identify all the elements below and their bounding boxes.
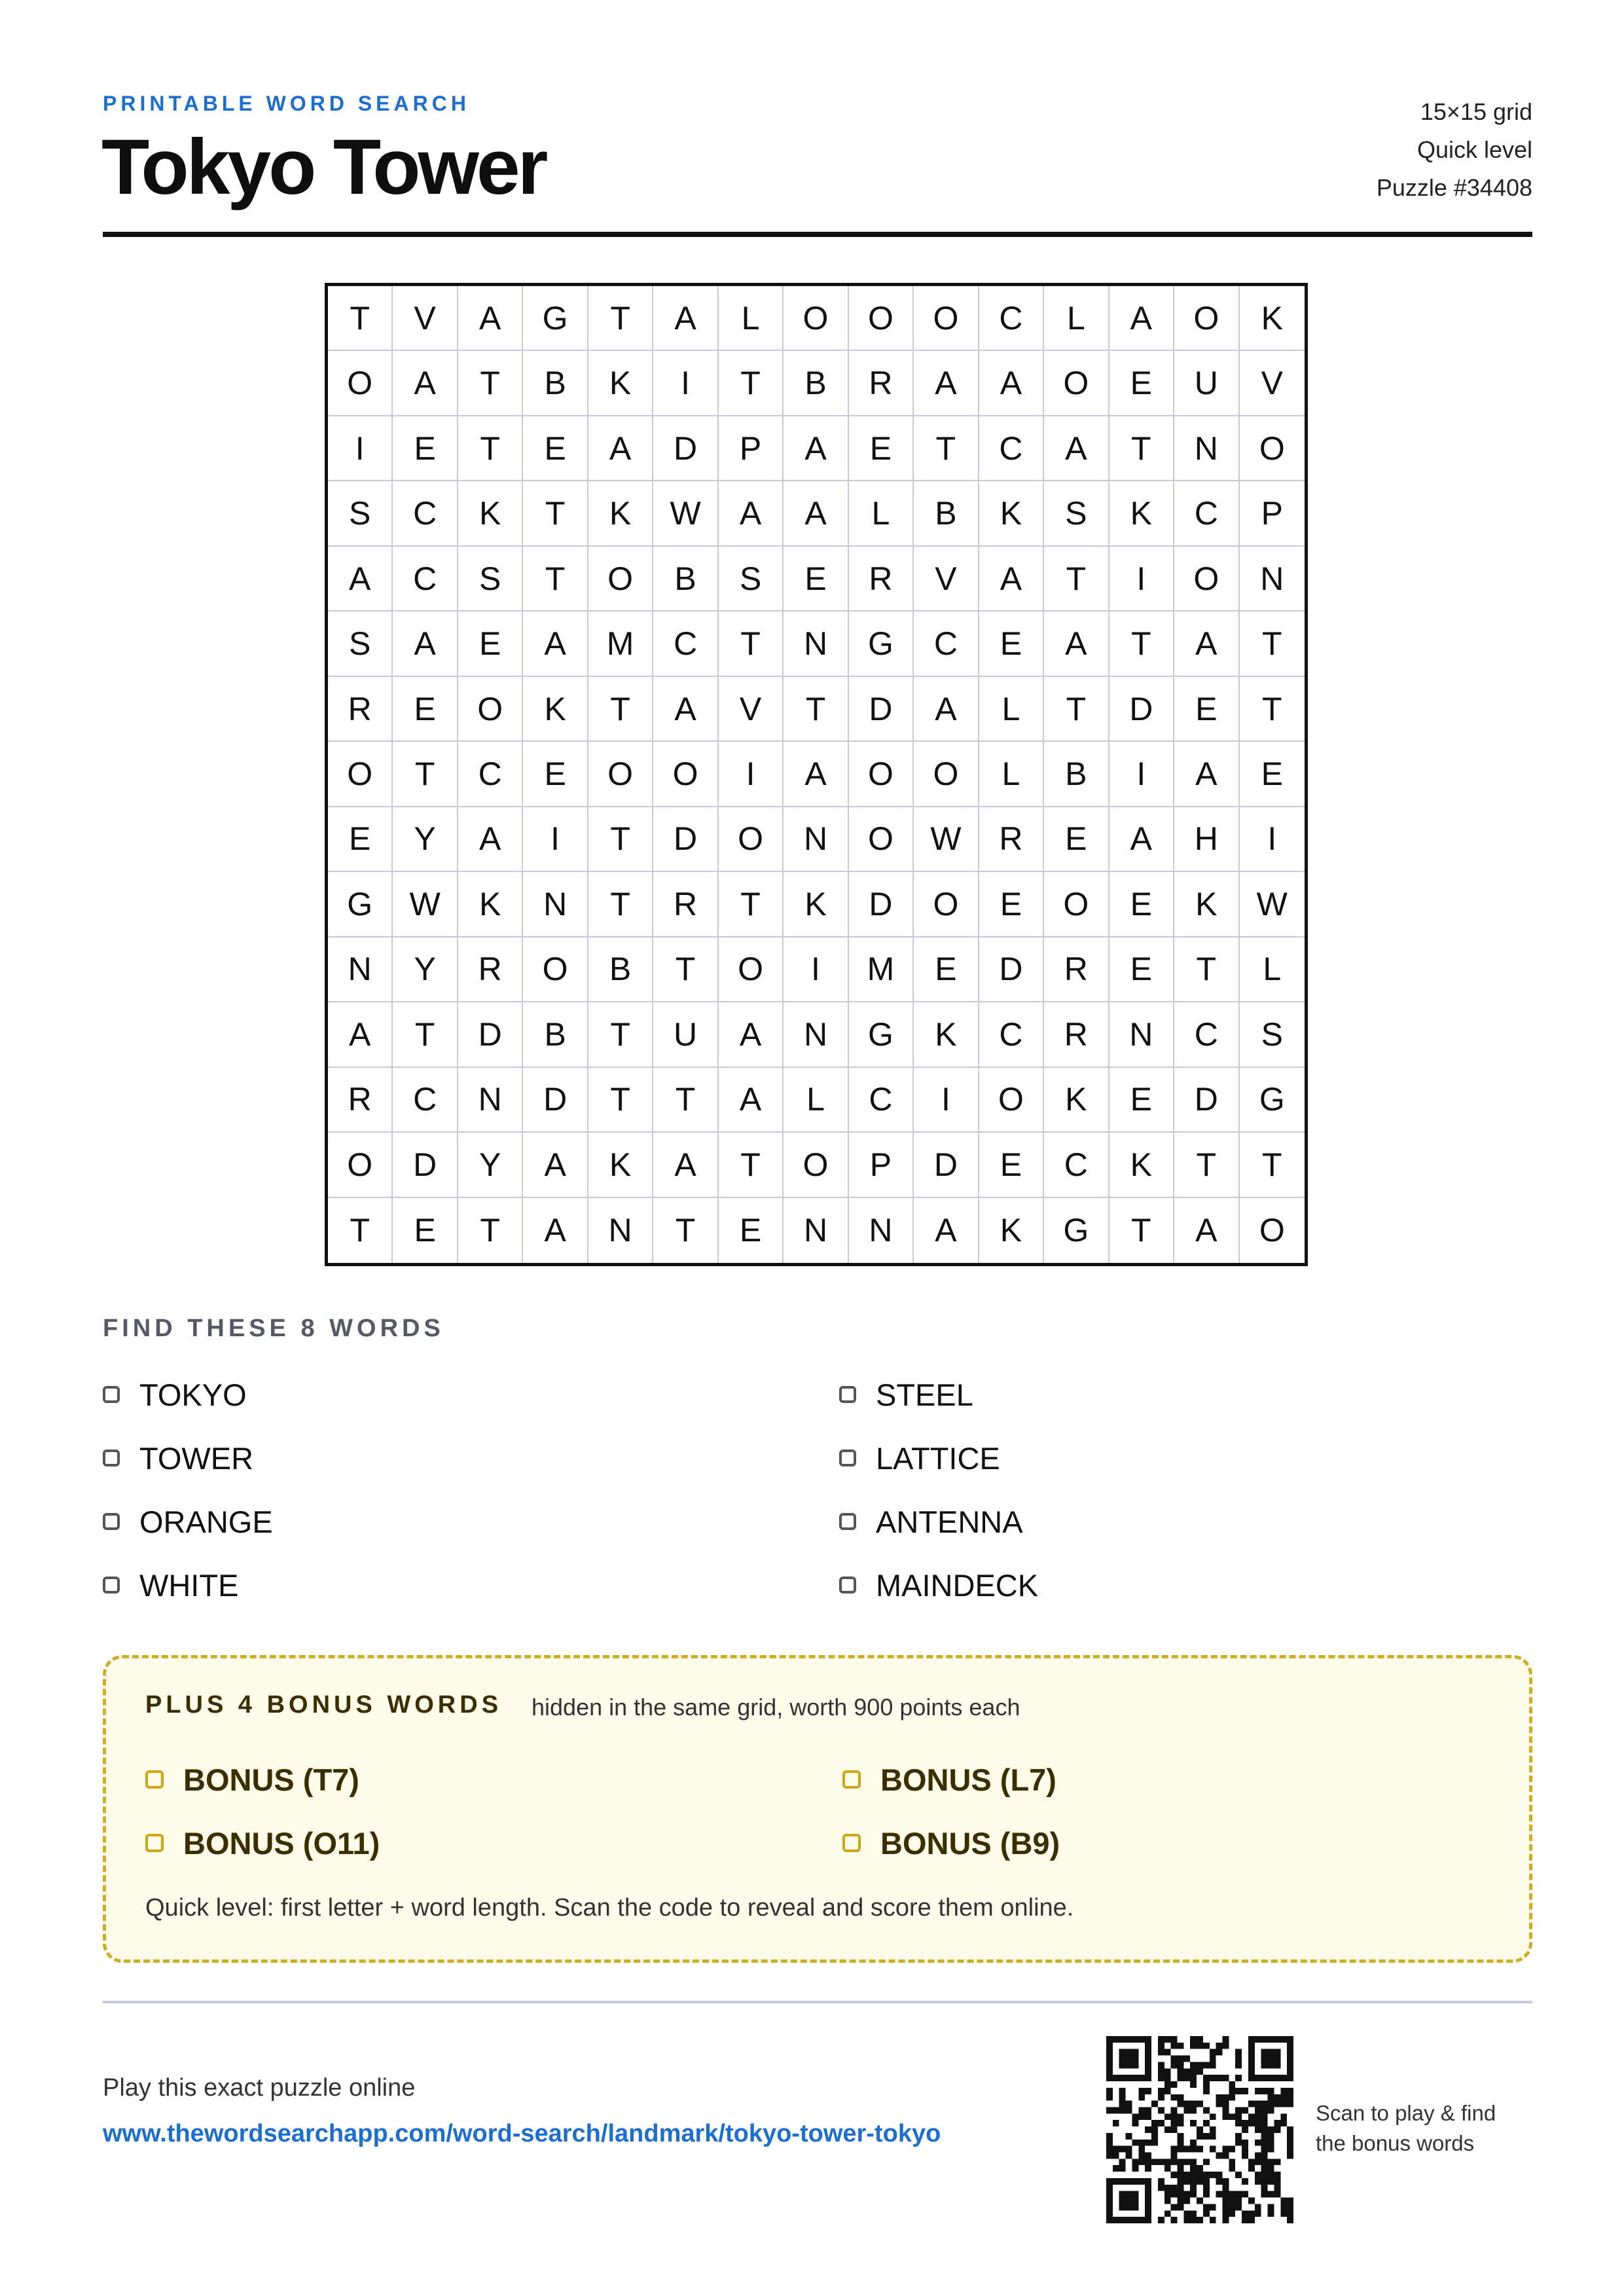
grid-cell[interactable]: M — [588, 611, 653, 676]
grid-cell[interactable]: E — [979, 611, 1044, 676]
grid-cell[interactable]: R — [849, 351, 914, 416]
grid-cell[interactable]: E — [523, 416, 588, 481]
grid-cell[interactable]: N — [784, 1002, 848, 1067]
grid-cell[interactable]: I — [523, 807, 588, 872]
grid-cell[interactable]: A — [328, 1002, 393, 1067]
grid-cell[interactable]: O — [1174, 547, 1239, 611]
grid-cell[interactable]: T — [1240, 611, 1305, 676]
checkbox-icon[interactable] — [839, 1449, 856, 1467]
grid-cell[interactable]: D — [849, 677, 914, 742]
grid-cell[interactable]: A — [393, 351, 458, 416]
word-label: WHITE — [139, 1567, 239, 1603]
bonus-word-item[interactable] — [145, 1760, 359, 1799]
grid-cell[interactable]: A — [719, 481, 784, 546]
grid-cell[interactable]: E — [1110, 938, 1174, 1002]
grid-cell[interactable]: O — [914, 742, 979, 807]
grid-cell[interactable]: T — [588, 286, 653, 351]
word-item[interactable] — [103, 1438, 253, 1478]
grid-cell[interactable]: A — [784, 742, 848, 807]
word-item[interactable] — [103, 1375, 247, 1414]
grid-cell[interactable]: N — [1110, 1002, 1174, 1067]
grid-cell[interactable]: K — [784, 872, 848, 937]
grid-cell[interactable]: E — [914, 938, 979, 1002]
grid-cell[interactable]: A — [523, 1198, 588, 1263]
grid-cell[interactable]: D — [653, 416, 718, 481]
grid-cell[interactable]: C — [653, 611, 718, 676]
grid-cell[interactable]: A — [914, 1198, 979, 1263]
checkbox-icon[interactable] — [839, 1576, 856, 1594]
grid-cell[interactable]: R — [849, 547, 914, 611]
grid-cell[interactable]: T — [523, 547, 588, 611]
bonus-word-label: BONUS (L7) — [880, 1762, 1056, 1797]
grid-cell[interactable]: A — [1174, 611, 1239, 676]
grid-cell[interactable]: D — [458, 1002, 523, 1067]
grid-cell[interactable]: T — [1174, 938, 1239, 1002]
grid-cell[interactable]: T — [1240, 677, 1305, 742]
grid-cell[interactable]: C — [979, 1002, 1044, 1067]
grid-cell[interactable]: I — [914, 1068, 979, 1133]
grid-cell[interactable]: I — [1240, 807, 1305, 872]
grid-cell[interactable]: E — [849, 416, 914, 481]
grid-cell[interactable]: K — [979, 481, 1044, 546]
grid-cell[interactable]: P — [1240, 481, 1305, 546]
grid-cell[interactable]: S — [1240, 1002, 1305, 1067]
grid-cell[interactable]: V — [393, 286, 458, 351]
grid-cell[interactable]: T — [1044, 677, 1109, 742]
grid-cell[interactable]: A — [328, 547, 393, 611]
grid-cell[interactable]: T — [328, 286, 393, 351]
grid-cell[interactable]: T — [1110, 416, 1174, 481]
grid-cell[interactable]: K — [1110, 1133, 1174, 1197]
grid-cell[interactable]: C — [979, 286, 1044, 351]
grid-cell[interactable]: T — [588, 1002, 653, 1067]
grid-cell[interactable]: N — [523, 872, 588, 937]
grid-cell[interactable]: A — [458, 286, 523, 351]
checkbox-icon[interactable] — [103, 1513, 120, 1530]
word-label: TOKYO — [139, 1377, 247, 1412]
grid-cell[interactable]: A — [588, 416, 653, 481]
grid-cell[interactable]: U — [1174, 351, 1239, 416]
grid-cell[interactable]: R — [328, 677, 393, 742]
grid-cell[interactable]: D — [1174, 1068, 1239, 1133]
grid-cell[interactable]: O — [784, 1133, 848, 1197]
bonus-checkbox-icon[interactable] — [145, 1770, 164, 1789]
grid-cell[interactable]: T — [719, 872, 784, 937]
grid-cell[interactable]: O — [328, 742, 393, 807]
grid-cell[interactable]: E — [1240, 742, 1305, 807]
grid-cell[interactable]: I — [1110, 547, 1174, 611]
grid-cell[interactable]: R — [1044, 938, 1109, 1002]
grid-cell[interactable]: T — [458, 416, 523, 481]
grid-cell[interactable]: T — [784, 677, 848, 742]
grid-cell[interactable]: T — [458, 351, 523, 416]
grid-cell[interactable]: W — [653, 481, 718, 546]
grid-cell[interactable]: A — [458, 807, 523, 872]
grid-cell[interactable]: T — [1240, 1133, 1305, 1197]
grid-cell[interactable]: M — [849, 938, 914, 1002]
grid-cell[interactable]: E — [1110, 351, 1174, 416]
grid-cell[interactable]: R — [1044, 1002, 1109, 1067]
grid-cell[interactable]: E — [1044, 807, 1109, 872]
grid-cell[interactable]: N — [1240, 547, 1305, 611]
grid-cell[interactable]: C — [914, 611, 979, 676]
word-list — [103, 1375, 1532, 1637]
grid-cell[interactable]: A — [719, 1002, 784, 1067]
bonus-heading: PLUS 4 BONUS WORDS — [145, 1691, 503, 1719]
grid-cell[interactable]: E — [393, 416, 458, 481]
grid-cell[interactable]: C — [393, 1068, 458, 1133]
grid-cell[interactable]: C — [458, 742, 523, 807]
grid-cell[interactable]: G — [328, 872, 393, 937]
grid-cell[interactable]: T — [719, 1133, 784, 1197]
grid-cell[interactable]: C — [393, 481, 458, 546]
word-item[interactable] — [103, 1565, 238, 1605]
grid-cell[interactable]: I — [784, 938, 848, 1002]
grid-cell[interactable]: O — [979, 1068, 1044, 1133]
word-label: ANTENNA — [876, 1504, 1023, 1539]
grid-cell[interactable]: O — [1174, 286, 1239, 351]
checkbox-icon[interactable] — [839, 1513, 856, 1530]
level-label: Quick level — [1416, 136, 1532, 163]
grid-cell[interactable]: D — [523, 1068, 588, 1133]
grid-cell[interactable]: G — [523, 286, 588, 351]
grid-cell[interactable]: S — [458, 547, 523, 611]
grid-cell[interactable]: R — [653, 872, 718, 937]
grid-cell[interactable]: N — [784, 807, 848, 872]
grid-cell[interactable]: B — [523, 351, 588, 416]
header-divider — [103, 232, 1532, 237]
grid-cell[interactable]: O — [1044, 351, 1109, 416]
grid-cell[interactable]: O — [328, 1133, 393, 1197]
grid-cell[interactable]: K — [588, 481, 653, 546]
checkbox-icon[interactable] — [839, 1386, 856, 1403]
word-item[interactable] — [103, 1502, 273, 1541]
grid-cell[interactable]: N — [588, 1198, 653, 1263]
grid-cell[interactable]: K — [914, 1002, 979, 1067]
puzzle-meta — [1377, 93, 1532, 207]
grid-cell[interactable]: C — [393, 547, 458, 611]
bonus-word-label: BONUS (O11) — [183, 1825, 380, 1861]
find-words-heading: FIND THESE 8 WORDS — [103, 1315, 444, 1342]
grid-cell[interactable]: A — [1110, 807, 1174, 872]
grid-cell[interactable]: K — [1044, 1068, 1109, 1133]
grid-cell[interactable]: T — [653, 1198, 718, 1263]
bonus-word-label: BONUS (T7) — [183, 1762, 359, 1797]
grid-cell[interactable]: E — [1174, 677, 1239, 742]
grid-cell[interactable]: W — [393, 872, 458, 937]
grid-cell[interactable]: G — [849, 1002, 914, 1067]
grid-cell[interactable]: L — [849, 481, 914, 546]
page-kicker: PRINTABLE WORD SEARCH — [103, 92, 470, 115]
grid-cell[interactable]: E — [784, 547, 848, 611]
grid-cell[interactable]: I — [653, 351, 718, 416]
grid-cell[interactable]: A — [979, 547, 1044, 611]
word-label: MAINDECK — [876, 1567, 1039, 1603]
grid-cell[interactable]: D — [914, 1133, 979, 1197]
grid-cell[interactable]: O — [1259, 1212, 1285, 1249]
grid-cell[interactable]: O — [1044, 872, 1109, 937]
bonus-checkbox-icon[interactable] — [842, 1834, 861, 1852]
grid-cell[interactable]: E — [979, 872, 1044, 937]
grid-cell[interactable]: O — [588, 742, 653, 807]
grid-cell[interactable]: V — [1240, 351, 1305, 416]
grid-cell[interactable]: A — [784, 481, 848, 546]
grid-cell[interactable]: N — [784, 1198, 848, 1263]
grid-cell[interactable]: C — [1174, 481, 1239, 546]
grid-cell[interactable]: N — [849, 1198, 914, 1263]
grid-cell[interactable]: T — [588, 677, 653, 742]
grid-cell[interactable]: A — [653, 286, 718, 351]
bonus-checkbox-icon[interactable] — [145, 1834, 164, 1852]
grid-cell[interactable]: A — [1174, 1198, 1239, 1263]
grid-cell[interactable]: G — [1240, 1068, 1305, 1133]
grid-cell[interactable]: T — [393, 742, 458, 807]
grid-cell[interactable]: A — [784, 416, 848, 481]
grid-cell[interactable]: I — [1110, 742, 1174, 807]
qr-code-icon[interactable] — [1106, 2036, 1293, 2223]
grid-cell[interactable]: L — [1240, 938, 1305, 1002]
grid-cell[interactable]: G — [849, 611, 914, 676]
grid-cell[interactable]: I — [719, 742, 784, 807]
grid-cell[interactable]: N — [1174, 416, 1239, 481]
grid-cell[interactable]: K — [588, 1133, 653, 1197]
grid-cell[interactable]: D — [979, 938, 1044, 1002]
grid-cell[interactable]: K — [979, 1198, 1044, 1263]
grid-cell[interactable]: O — [458, 677, 523, 742]
grid-cell[interactable]: A — [1110, 286, 1174, 351]
puzzle-url-link[interactable]: www.thewordsearchapp.com/word-search/landmark/tokyo-tower-tokyo — [103, 2120, 941, 2147]
grid-cell[interactable]: L — [1044, 286, 1109, 351]
grid-cell[interactable]: H — [1174, 807, 1239, 872]
grid-cell[interactable]: N — [328, 938, 393, 1002]
grid-cell[interactable]: A — [1174, 742, 1239, 807]
grid-cell[interactable]: R — [458, 938, 523, 1002]
grid-cell[interactable]: I — [328, 416, 393, 481]
grid-cell[interactable]: T — [328, 1198, 393, 1263]
grid-cell[interactable]: K — [1240, 286, 1305, 351]
word-label: ORANGE — [139, 1504, 273, 1539]
grid-cell[interactable]: T — [719, 611, 784, 676]
grid-cell[interactable]: T — [719, 351, 784, 416]
grid-cell[interactable]: L — [979, 677, 1044, 742]
grid-cell[interactable]: A — [523, 1133, 588, 1197]
grid-cell[interactable]: K — [523, 677, 588, 742]
grid-cell[interactable]: T — [523, 481, 588, 546]
grid-cell[interactable]: O — [849, 807, 914, 872]
footer-divider — [103, 2001, 1532, 2003]
grid-cell[interactable]: V — [719, 677, 784, 742]
word-item[interactable] — [839, 1438, 1000, 1478]
grid-cell[interactable]: O — [523, 938, 588, 1002]
grid-cell[interactable]: K — [1174, 872, 1239, 937]
grid-cell[interactable]: B — [784, 351, 848, 416]
bonus-checkbox-icon[interactable] — [842, 1770, 861, 1789]
grid-cell[interactable]: A — [979, 351, 1044, 416]
bonus-word-label: BONUS (B9) — [880, 1825, 1060, 1861]
grid-cell[interactable]: U — [653, 1002, 718, 1067]
grid-cell[interactable]: A — [653, 677, 718, 742]
grid-cell[interactable]: O — [653, 742, 718, 807]
grid-cell[interactable]: E — [979, 1133, 1044, 1197]
grid-cell[interactable]: W — [914, 807, 979, 872]
grid-cell[interactable]: S — [328, 611, 393, 676]
bonus-subtitle: hidden in the same grid, worth 900 points each — [532, 1694, 1020, 1721]
grid-cell[interactable]: Y — [393, 807, 458, 872]
grid-cell[interactable]: A — [1044, 611, 1109, 676]
grid-cell[interactable]: K — [458, 481, 523, 546]
grid-cell[interactable]: N — [458, 1068, 523, 1133]
grid-cell[interactable]: V — [914, 547, 979, 611]
grid-cell[interactable]: B — [523, 1002, 588, 1067]
word-item[interactable] — [839, 1565, 1038, 1605]
grid-cell[interactable]: R — [328, 1068, 393, 1133]
grid-cell[interactable]: E — [719, 1198, 784, 1263]
grid-cell[interactable]: D — [393, 1133, 458, 1197]
grid-cell[interactable]: S — [328, 481, 393, 546]
grid-cell[interactable]: O — [784, 286, 848, 351]
grid-cell[interactable]: Y — [393, 938, 458, 1002]
grid-cell[interactable]: O — [1240, 416, 1305, 481]
qr-caption: Scan to play & find the bonus words — [1316, 2101, 1496, 2155]
grid-cell[interactable]: C — [1174, 1002, 1239, 1067]
bonus-note: Quick level: first letter + word length. Scan the code to reveal and score them online. — [145, 1894, 1074, 1922]
grid-cell[interactable]: E — [1110, 1068, 1174, 1133]
checkbox-icon[interactable] — [103, 1386, 120, 1403]
grid-cell[interactable]: E — [393, 677, 458, 742]
grid-cell[interactable]: E — [523, 742, 588, 807]
grid-cell[interactable]: S — [1044, 481, 1109, 546]
word-item[interactable] — [839, 1375, 973, 1414]
grid-cell[interactable]: L — [719, 286, 784, 351]
footer-play-line: Play this exact puzzle online — [103, 2074, 416, 2102]
grid-cell[interactable]: L — [979, 742, 1044, 807]
grid-cell[interactable]: O — [588, 547, 653, 611]
grid-cell[interactable]: T — [653, 1068, 718, 1133]
grid-cell[interactable]: C — [1044, 1133, 1109, 1197]
grid-cell[interactable]: E — [328, 807, 393, 872]
grid-cell[interactable]: T — [1110, 1198, 1174, 1263]
page-title: Tokyo Tower — [101, 123, 546, 211]
grid-cell[interactable]: E — [1110, 872, 1174, 937]
grid-cell[interactable]: K — [588, 351, 653, 416]
grid-cell[interactable]: A — [393, 611, 458, 676]
grid-size-label: 15×15 grid — [1420, 98, 1532, 125]
grid-cell[interactable]: O — [914, 872, 979, 937]
grid-cell[interactable]: A — [914, 677, 979, 742]
grid-cell[interactable]: B — [914, 481, 979, 546]
grid-cell[interactable]: T — [458, 1198, 523, 1263]
grid-cell[interactable]: O — [849, 742, 914, 807]
grid-cell[interactable]: O — [849, 286, 914, 351]
grid-cell[interactable]: E — [393, 1198, 458, 1263]
bonus-word-item[interactable] — [842, 1760, 1056, 1799]
grid-cell[interactable]: G — [1044, 1198, 1109, 1263]
grid-cell[interactable]: S — [719, 547, 784, 611]
grid-cell[interactable]: K — [458, 872, 523, 937]
grid-cell[interactable]: T — [1044, 547, 1109, 611]
grid-cell[interactable]: A — [719, 1068, 784, 1133]
grid-cell[interactable]: T — [1110, 611, 1174, 676]
grid-cell[interactable]: N — [784, 611, 848, 676]
grid-cell[interactable]: C — [979, 416, 1044, 481]
grid-cell[interactable]: T — [588, 807, 653, 872]
puzzle-number-label: Puzzle #34408 — [1376, 174, 1532, 201]
checkbox-icon[interactable] — [103, 1449, 120, 1467]
grid-cell[interactable]: A — [653, 1133, 718, 1197]
word-item[interactable] — [839, 1502, 1023, 1541]
grid-cell[interactable]: D — [1110, 677, 1174, 742]
word-label: STEEL — [876, 1377, 973, 1412]
grid-cell[interactable]: T — [393, 1002, 458, 1067]
grid-cell[interactable]: W — [1240, 872, 1305, 937]
grid-cell[interactable]: A — [1044, 416, 1109, 481]
grid-cell[interactable]: B — [1044, 742, 1109, 807]
grid-cell[interactable]: C — [849, 1068, 914, 1133]
grid-cell[interactable]: O — [719, 807, 784, 872]
grid-cell[interactable]: P — [719, 416, 784, 481]
grid-cell[interactable]: T — [653, 938, 718, 1002]
grid-cell[interactable]: K — [1110, 481, 1174, 546]
bonus-word-item[interactable] — [145, 1823, 380, 1863]
grid-cell[interactable]: T — [914, 416, 979, 481]
grid-cell[interactable]: O — [328, 351, 393, 416]
grid-cell[interactable]: B — [588, 938, 653, 1002]
grid-cell[interactable]: O — [719, 938, 784, 1002]
grid-cell[interactable]: Y — [458, 1133, 523, 1197]
grid-cell[interactable]: A — [914, 351, 979, 416]
grid-cell[interactable]: T — [588, 872, 653, 937]
word-search-grid[interactable] — [325, 283, 1308, 1266]
grid-cell[interactable]: D — [849, 872, 914, 937]
grid-cell[interactable]: T — [1174, 1133, 1239, 1197]
grid-cell[interactable]: E — [458, 611, 523, 676]
grid-cell[interactable]: A — [523, 611, 588, 676]
bonus-panel — [103, 1655, 1532, 1963]
grid-cell[interactable]: B — [653, 547, 718, 611]
grid-cell[interactable]: L — [784, 1068, 848, 1133]
word-label: TOWER — [139, 1440, 254, 1476]
grid-cell[interactable]: T — [588, 1068, 653, 1133]
word-label: LATTICE — [876, 1440, 1000, 1476]
grid-cell[interactable]: O — [914, 286, 979, 351]
grid-cell[interactable]: P — [849, 1133, 914, 1197]
grid-cell[interactable]: R — [979, 807, 1044, 872]
grid-cell[interactable]: D — [653, 807, 718, 872]
checkbox-icon[interactable] — [103, 1576, 120, 1594]
bonus-word-item[interactable] — [842, 1823, 1060, 1863]
